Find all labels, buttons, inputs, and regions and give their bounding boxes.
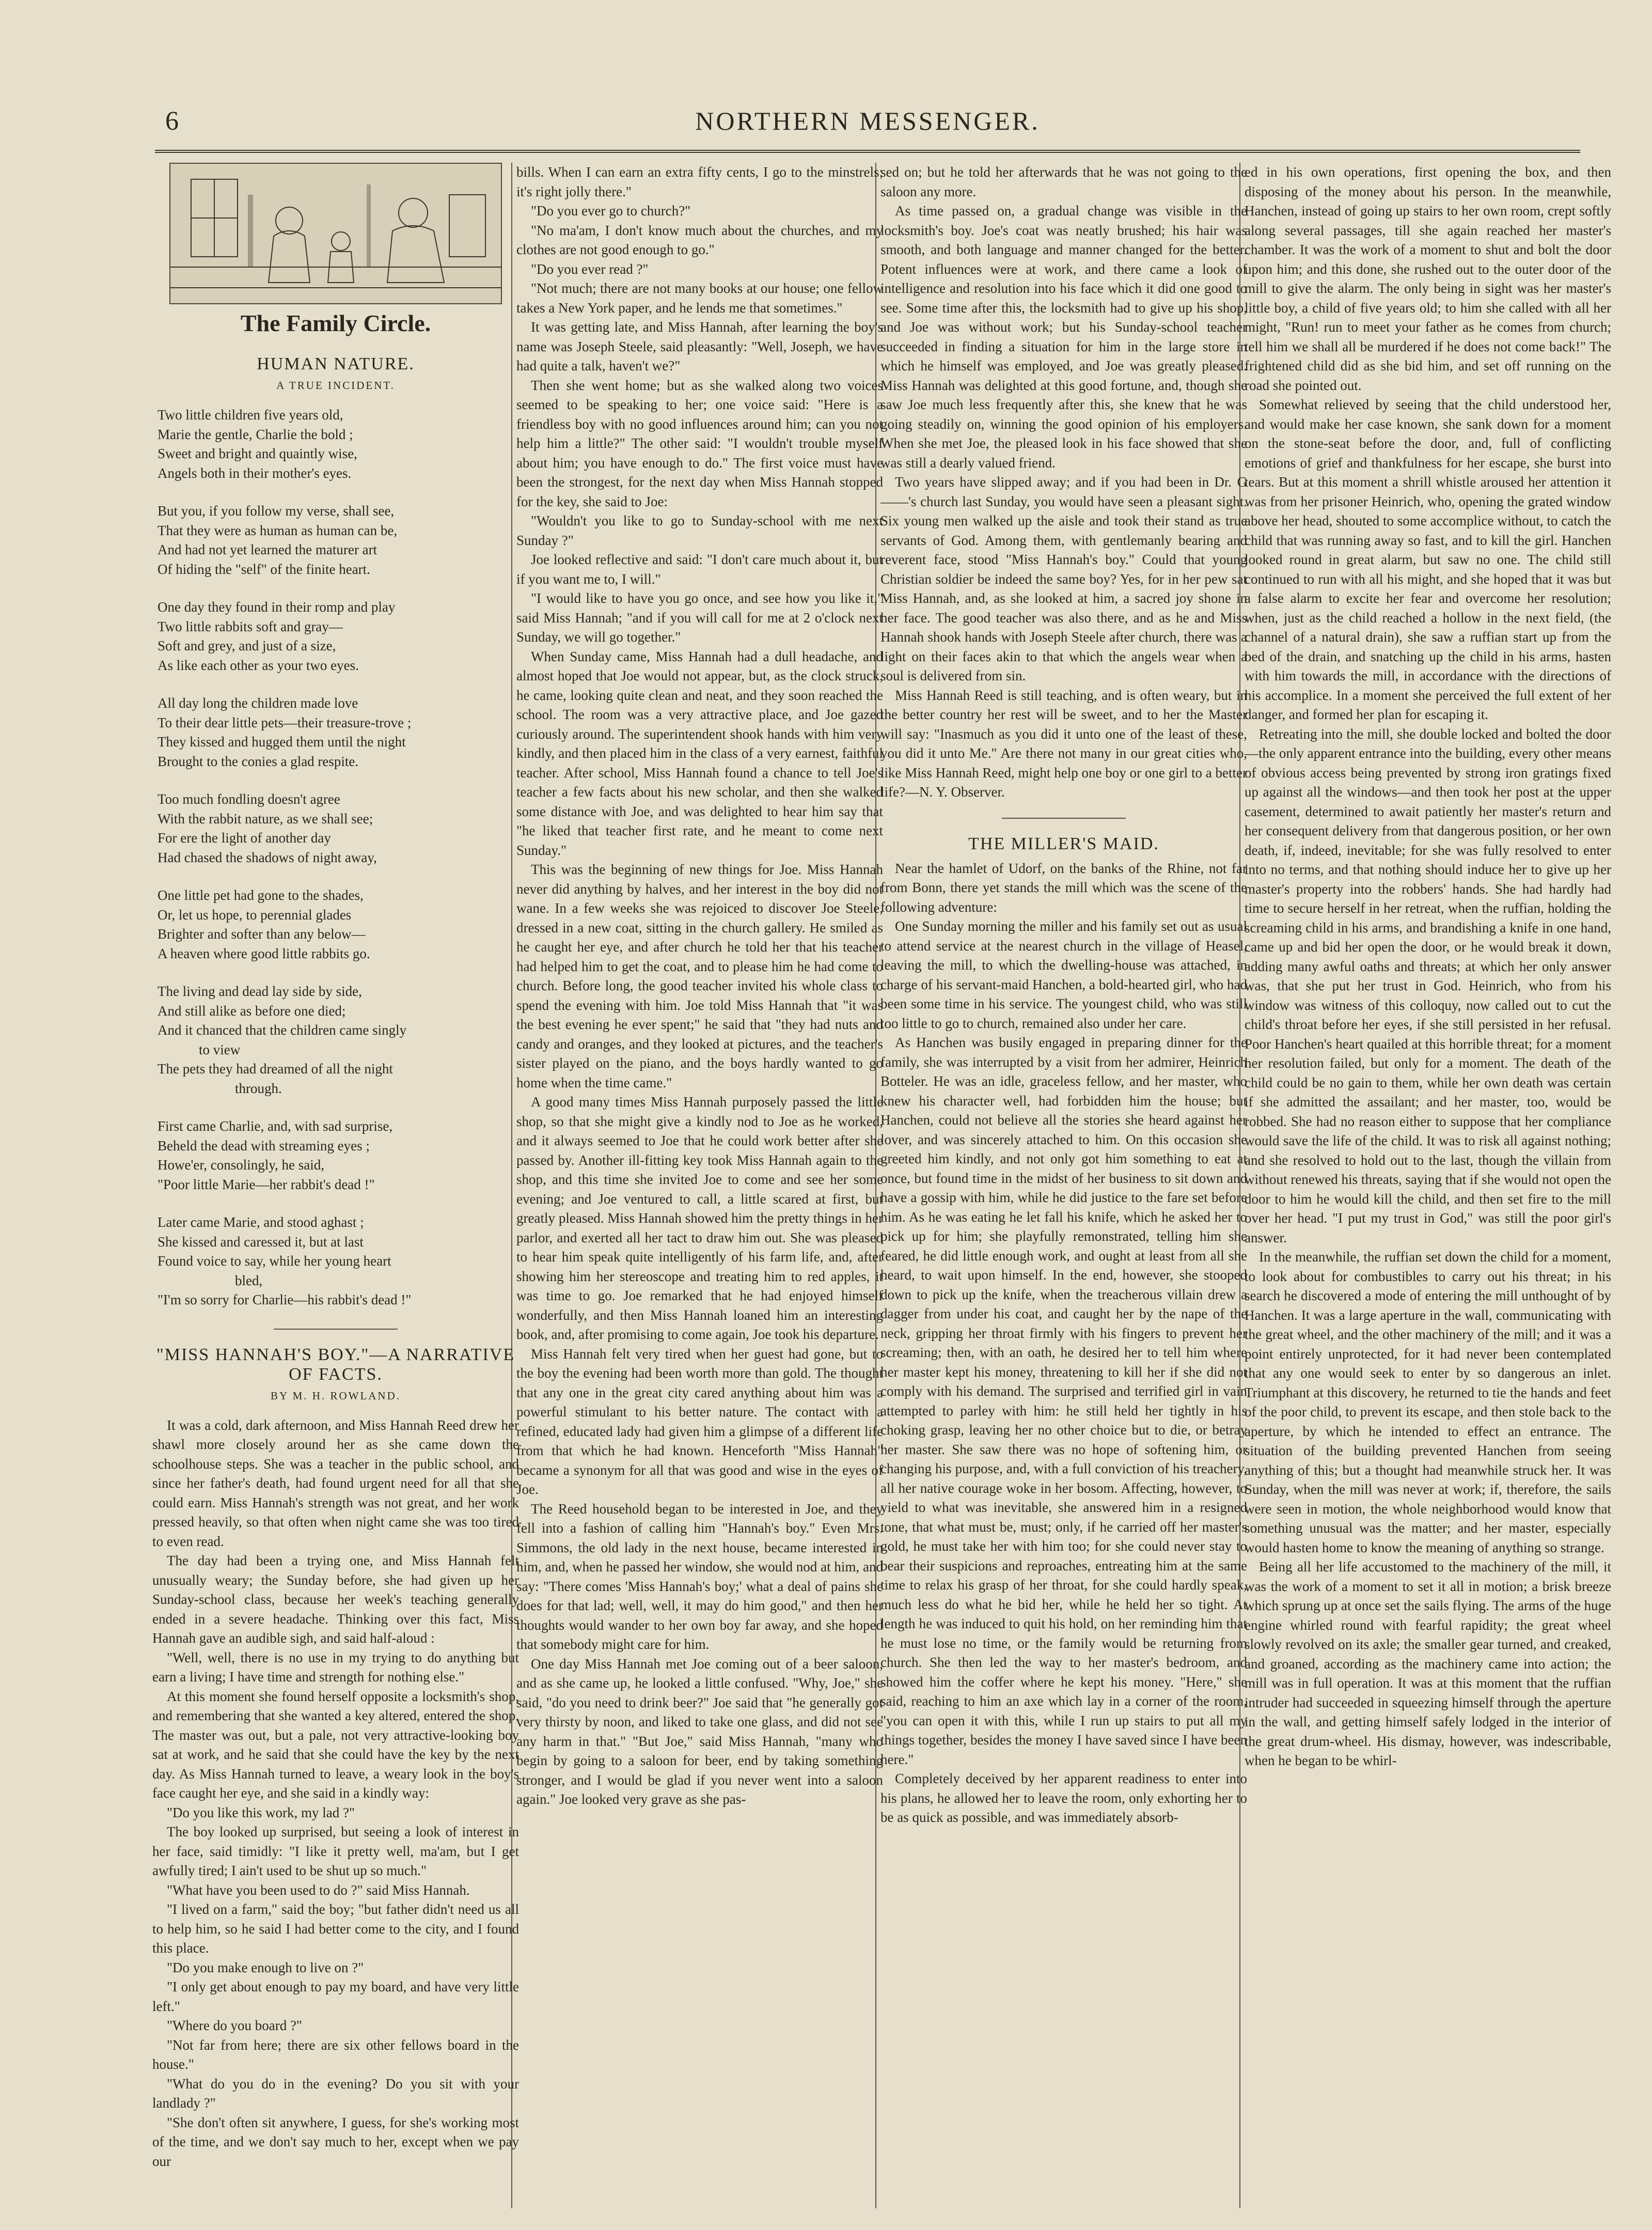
paragraph: As Hanchen was busily engaged in preparing dinner for the family, she was interrupted by a visit from her admirer, Heinrich Botteler. He was an idle, graceless fellow, and her master, who knew his character well, had forbidden him the house; but Hanchen, could not believe all the stories she heard against her lover, and was sincerely attached to him. On this occasion she greeted him kindly, and not only got him something to eat at once, but found time in the midst of her business to sit down and have a gossip with him, while he did justice to the fare set before him. As he was eating he let fall his knife, which he asked her to pick up for him; she playfully remonstrated, telling him she feared, he did little enough work, and ought at least from all she heard, to wait upon himself. In the end, however, she stooped down to pick up the knife, when the treacherous villain drew a dagger from under his coat, and caught her by the nape of the neck, gripping her throat firmly with his fingers to prevent her screaming; then, with an oath, he desired her to tell him where her master kept his money, threatening to kill her if she did not comply with his demand. The surprised and terrified girl in vain attempted to parley with him: he still held her tightly in his choking grasp, leaving her no other choice but to die, or betray her master. She saw there was no hope of softening him, or changing his purpose, and, with a full conviction of his treachery, all her native courage woke in her bosom. Affecting, however, to yield to what was inevitable, she answered him in a resigned tone, that what must be, must; only, if he carried off her master's gold, he must take her with him too; for she could never stay to bear their suspicions and reproaches, entreating him at the same time to relax his grasp of her throat, for she could hardly speak, much less do what he bid her, while he held her so tight. At length he was induced to quit his hold, on her reminding him that he must lose no time, or the family would be returning from church. She then led the way to her master's bedroom, and showed him the coffer where he kept his money. "Here," she said, reaching to him an axe which lay in a corner of the room, "you can open it with this, while I run up stairs to put all my things together, besides the money I have saved since I have been here." xyxy=(880,1035,1247,1767)
column-2 xyxy=(516,163,883,2208)
paragraph: "Not much; there are not many books at our house; one fellow takes a New York paper, and he lends me that sometimes." xyxy=(516,280,883,316)
paragraph: bills. When I can earn an extra fifty cents, I go to the minstrels; it's right jolly there." xyxy=(516,164,883,199)
poem-line: They kissed and hugged them until the night xyxy=(158,734,406,750)
page-header xyxy=(155,106,1580,142)
poem-line: That they were as human as human can be, xyxy=(158,522,398,538)
family-circle-heading: The Family Circle. xyxy=(240,310,431,336)
column-1 xyxy=(152,163,519,2208)
poem-stanza xyxy=(152,886,519,963)
poem-line: Soft and grey, and just of a size, xyxy=(158,638,336,653)
poem-line: bled, xyxy=(235,1272,263,1288)
paragraph: The day had been a trying one, and Miss Hannah felt unusually weary; the Sunday before, she had given up her Sunday-school class, because her week's teaching generally ended in a severe headache. Thinking over this fact, Miss Hannah gave an audible sigh, and said half-aloud : xyxy=(152,1553,519,1646)
poem-line: Marie the gentle, Charlie the bold ; xyxy=(158,426,353,442)
paragraph: The boy looked up surprised, but seeing a look of interest in her face, said timidly: "I like it pretty well, ma'am, but I get awfully tired; I ain't used to be shut up so much." xyxy=(152,1824,519,1878)
poem-stanza xyxy=(152,1213,519,1310)
poem-line: But you, if you follow my verse, shall see, xyxy=(158,503,395,519)
poem-line: Beheld the dead with streaming eyes ; xyxy=(158,1137,370,1153)
paragraph: When Sunday came, Miss Hannah had a dull headache, and almost hoped that Joe would not appear, but, as the clock struck, he came, looking quite clean and neat, and they soon reached the school. The room was a very attractive place, and Joe gazed curiously around. The superintendent shook hands with him very kindly, and then placed him in the class of a very earnest, faithful teacher. After school, Miss Hannah found a chance to tell Joe's teacher a few facts about his new scholar, and then she walked some distance with Joe, and was delighted to hear him say that "he liked that teacher first rate, and he meant to come next Sunday." xyxy=(516,648,883,858)
paragraph: ed in his own operations, first opening the box, and then disposing of the money about his person. In the meanwhile, Hanchen, instead of going up stairs to her own room, crept softly along several passages, till she again reached her master's chamber. It was the work of a moment to shut and bolt the door upon him; and this done, she rushed out to the outer door of the mill to give the alarm. The only being in sight was her master's little boy, a child of five years old; to him she called with all her might, "Run! run to meet your father as he comes from church; tell him we shall all be murdered if he does not come back!" The frightened child did as she bid him, and set off running on the road she pointed out. xyxy=(1245,164,1611,393)
poem-line: A heaven where good little rabbits go. xyxy=(158,945,370,961)
paragraph: The Reed household began to be interested in Joe, and they fell into a fashion of calling him "Hannah's boy." Even Mrs. Simmons, the old lady in the next house, became interested in him, and, when he passed her window, she would nod at him, and say: "There comes 'Miss Hannah's boy;' what a deal of pains she does for that lad; well, well, it may do him good," and then her thoughts would wander to her own boy far away, and she hoped that somebody might care for him. xyxy=(516,1501,883,1652)
paragraph: Near the hamlet of Udorf, on the banks of the Rhine, not far from Bonn, there yet stands the mill which was the scene of the following adventure: xyxy=(880,860,1247,915)
paragraph: As time passed on, a gradual change was visible in the locksmith's boy. Joe's coat was neatly brushed; his hair was smooth, and both language and manner changed for the better. Potent influences were at work, and there came a look of intelligence and resolution into his face which it did one good to see. Some time after this, the locksmith had to give up his shop, and Joe was without work; but his Sunday-school teacher succeeded in finding a situation for him in the large store in which he himself was employed, and Joe was greatly pleased. Miss Hannah was delighted at this good fortune, and, though she saw Joe much less frequently after this, she knew that he was going steadily on, winning the good opinion of his employers. When she met Joe, the pleased look in his face showed that she was still a dearly valued friend. xyxy=(880,203,1247,471)
paragraph: One Sunday morning the miller and his family set out as usual to attend service at the nearest church in the village of Heasel, leaving the mill, to which the dwelling-house was attached, in charge of his servant-maid Hanchen, a bold-hearted girl, who had been some time in his service. The youngest child, who was still too little to go to church, remained also under her care. xyxy=(880,918,1247,1031)
paragraph: One day Miss Hannah met Joe coming out of a beer saloon, and as she came up, he looked a little confused. "Why, Joe," she said, "do you need to drink beer?" Joe said that "he generally got very thirsty by noon, and liked to take one glass, and did not see any harm in that." "But Joe," said Miss Hannah, "many who begin by going to a saloon for beer, end by taking something stronger, and I would be glad if you never went into a saloon again." Joe looked very grave as she pas- xyxy=(516,1656,883,1807)
poem-line: Brighter and softer than any below— xyxy=(158,926,366,942)
poem-line: Later came Marie, and stood aghast ; xyxy=(158,1214,364,1230)
paragraph: "I only get about enough to pay my board, and have very little left." xyxy=(152,1979,519,2014)
poem-line: Howe'er, consolingly, he said, xyxy=(158,1157,324,1173)
poem-stanza xyxy=(152,694,519,771)
poem-stanza xyxy=(152,1117,519,1194)
paragraph: At this moment she found herself opposite a locksmith's shop, and remembering that she wanted a key altered, entered the shop. The master was out, but a pale, not very attractive-looking boy sat at work, and he said that she could have the key by the next day. As Miss Hannah turned to leave, a weary look in the boy's face caught her eye, and she said in a kindly way: xyxy=(152,1688,519,1801)
poem-line: For ere the light of another day xyxy=(158,830,331,846)
poem-stanza xyxy=(152,406,519,483)
story-byline: BY M. H. ROWLAND. xyxy=(270,1389,401,1402)
paragraph: Completely deceived by her apparent readiness to enter into his plans, he allowed her to leave the room, only exhorting her to be as quick as possible, and was immediately absorb- xyxy=(880,1771,1247,1825)
paragraph: "She don't often sit anywhere, I guess, for she's working most of the time, and we don't say much to her, except when we pay our xyxy=(152,2114,519,2169)
paragraph: "I would like to have you go once, and see how you like it," said Miss Hannah; "and if you will call for me at 2 o'clock next Sunday, we will go together." xyxy=(516,590,883,645)
poem-line: to view xyxy=(199,1041,241,1057)
paragraph: Then she went home; but as she walked along two voices seemed to be speaking to her; one voice said: "Here is a friendless boy with no good influences around him; can you not help him a little?" The other said: "I wouldn't trouble myself about him; you have enough to do." The first voice must have been the strongest, for the next day when Miss Hannah stopped for the key, she said to Joe: xyxy=(516,377,883,509)
poem-line: And had not yet learned the maturer art xyxy=(158,542,377,557)
poem-line: "Poor little Marie—her rabbit's dead !" xyxy=(158,1176,375,1192)
paragraph: It was getting late, and Miss Hannah, after learning the boy's name was Joseph Steele, said pleasantly: "Well, Joseph, we have had quite a talk, haven't we?" xyxy=(516,319,883,373)
poem-line: One day they found in their romp and play xyxy=(158,599,396,615)
poem-line: Brought to the conies a glad respite. xyxy=(158,753,359,769)
poem-stanza xyxy=(152,502,519,579)
paragraph: Miss Hannah felt very tired when her guest had gone, but to the boy the evening had been worth more than gold. The thought that any one in the great city cared anything about him was a powerful stimulant to his better nature. The contact with a refined, educated lady had given him a glimpse of a different life from that which he had known. Henceforth "Miss Hannah" became a synonym for all that was good and wise in the eyes of Joe. xyxy=(516,1346,883,1497)
poem-stanza xyxy=(152,790,519,867)
poem-line: Sweet and bright and quaintly wise, xyxy=(158,446,357,461)
poem-subtitle: A TRUE INCIDENT. xyxy=(276,379,395,392)
poem-line: She kissed and caressed it, but at last xyxy=(158,1234,364,1250)
paragraph: "I lived on a farm," said the boy; "but father didn't need us all to help him, so he said I had better come to the city, and I found this place. xyxy=(152,1901,519,1956)
poem-line: Found voice to say, while her young heart xyxy=(158,1253,391,1269)
paragraph: "Well, well, there is no use in my trying to do anything but earn a living; I have time and strength for nothing else." xyxy=(152,1649,519,1685)
paragraph: A good many times Miss Hannah purposely passed the little shop, so that she might give a kindly nod to Joe as he worked, and it always seemed to Joe that he could work better after she passed by. Another ill-fitting key took Miss Hannah again to the shop, and this time she invited Joe to come and see her some evening; and Joe ventured to call, a little scared at first, but greatly pleased. Miss Hannah showed him the pretty things in her parlor, and exerted all her tact to draw him out. She was pleased to hear him speak quite intelligently of his farm life, and, after showing him her stereoscope and treating him to red apples, it was time to go. Joe remarked that he had enjoyed himself wonderfully, and then Miss Hannah loaned him an interesting book, and, after promising to come again, Joe took his departure. xyxy=(516,1094,883,1342)
poem-line: Angels both in their mother's eyes. xyxy=(158,465,352,481)
poem-line: Of hiding the "self" of the finite heart. xyxy=(158,561,370,577)
poem-line: Two little rabbits soft and gray— xyxy=(158,618,343,634)
paragraph: Somewhat relieved by seeing that the child understood her, and would make her case known, she sank down for a moment on the stone-seat before the door, and, full of conflicting emotions of grief and thankfulness for her escape, she burst into tears. But at this moment a shrill whistle aroused her attention it was from her prisoner Heinrich, who, opening the grated window above her head, shouted to some accomplice without, to catch the child that was running away so fast, and to kill the girl. Hanchen looked round in great alarm, but saw no one. The child still continued to run with all his might, and she hoped that it was but a false alarm to excite her fear and overcome her resolution; when, just as the child reached a hollow in the next field, (the channel of a natural drain), she saw a ruffian start up from the bed of the drain, and snatching up the child in his arms, hasten with him towards the mill, in accordance with the directions of his accomplice. In a moment she perceived the full extent of her danger, and formed her plan for escaping it. xyxy=(1245,397,1611,722)
column-4 xyxy=(1245,163,1611,2208)
poem-line: One little pet had gone to the shades, xyxy=(158,887,364,903)
poem-stanza xyxy=(152,598,519,675)
section-divider xyxy=(274,1329,398,1330)
poem-title: HUMAN NATURE. xyxy=(257,354,415,373)
poem-line: The pets they had dreamed of all the night xyxy=(158,1061,393,1077)
paragraph: "Do you ever go to church?" xyxy=(531,203,691,219)
paragraph: "What have you been used to do ?" said Miss Hannah. xyxy=(167,1882,470,1898)
paragraph: Being all her life accustomed to the machinery of the mill, it was the work of a moment to set it all in motion; a brisk breeze which sprung up at once set the sails flying. The arms of the huge engine whirled round with fearful rapidity; the great wheel slowly revolved on its axle; the smaller gear turned, and creaked, and groaned, according as the machinery came into action; the mill was in full operation. It was at this moment that the ruffian intruder had succeeded in squeezing himself through the aperture in the wall, and getting himself safely lodged in the interior of the great drum-wheel. His dismay, however, was indescribable, when he began to be whirl- xyxy=(1245,1559,1611,1768)
paragraph: "No ma'am, I don't know much about the churches, and my clothes are not good enough to go." xyxy=(516,222,883,257)
poem-stanza xyxy=(152,982,519,1098)
paragraph: "Do you make enough to live on ?" xyxy=(167,1959,364,1975)
paragraph: Two years have slipped away; and if you had been in Dr. G——'s church last Sunday, you would have seen a pleasant sight. Six young men walked up the aisle and took their stand as true servants of God. Among them, with gentlemanly bearing and reverent face, stood "Miss Hannah's boy." Could that young Christian soldier be indeed the same boy? Yes, for in her pew sat Miss Hannah, and, as she looked at him, a sacred joy shone in her face. The good teacher was also there, and as he and Miss Hannah shook hands with Joseph Steele after church, there was a light on their faces akin to that which the angels wear when a soul is delivered from sin. xyxy=(880,474,1247,683)
poem-line: As like each other as your two eyes. xyxy=(158,657,359,673)
paragraph: "Wouldn't you like to go to Sunday-school with me next Sunday ?" xyxy=(516,513,883,548)
story-title: THE MILLER'S MAID. xyxy=(968,834,1159,853)
poem-line: "I'm so sorry for Charlie—his rabbit's dead !" xyxy=(158,1292,412,1307)
paragraph: "What do you do in the evening? Do you sit with your landlady ?" xyxy=(152,2076,519,2111)
poem-line: With the rabbit nature, as we shall see; xyxy=(158,810,373,826)
paragraph: In the meanwhile, the ruffian set down the child for a moment, to look about for combustibles to carry out his threat; in his search he discovered a mode of entering the mill unthought of by Hanchen. It was a large aperture in the wall, communicating with the great wheel, and the other machinery of the mill; and it was a point entirely unprotected, for it had never been contemplated that any one would seek to enter by so dangerous an inlet. Triumphant at this discovery, he returned to tie the hands and feet of the poor child, to prevent its escape, and then stole back to the aperture, by which he intended to effect an entrance. The situation of the building prevented Hanchen from seeing anything of this; but a thought had meanwhile struck her. It was Sunday, when the mill was never at work; if, therefore, the sails were seen in motion, the whole neighborhood would know that something unusual was the matter; and her master, especially would hasten home to know the meaning of anything so strange. xyxy=(1245,1249,1611,1555)
poem-line: To their dear little pets—their treasure-trove ; xyxy=(158,714,412,730)
paragraph: Retreating into the mill, she double locked and bolted the door—the only apparent entrance into the building, every other means of obvious access being prevented by strong iron gratings fixed up against all the windows—and then took her post at the upper casement, determined to await patiently her master's return and her consequent delivery from that dangerous position, or her own death, if, indeed, inevitable; for she was fully resolved to enter into no terms, and that nothing should induce her to give up her master's property into the robbers' hands. She had hardly had time to secure herself in her retreat, when the ruffian, holding the screaming child in his arms, and brandishing a knife in one hand, came up and bid her open the door, or he would break it down, adding many awful oaths and threats; at which her only answer was, that she put her trust in God. Heinrich, who from his window was witness of this colloquy, now called out to cut the child's throat before her eyes, if she still persisted in her refusal. Poor Hanchen's heart quailed at this horrible threat; for a moment her resolution failed, but only for a moment. The death of the child could be no gain to them, while her own death was certain if she admitted the assailant; and her master, too, would be robbed. She had no reason either to suppose that her compliance would save the life of the child. It was to risk all against nothing; and she resolved to hold out to the last, though the villain from without renewed his threats, saying that if she would not open the door to him he would kill the child, and then set fire to the mill over her head. "I put my trust in God," was still the poor girl's answer. xyxy=(1245,726,1611,1245)
paragraph: "Do you ever read ?" xyxy=(531,261,649,277)
column-3 xyxy=(880,163,1247,2208)
paragraph: "Not far from here; there are six other fellows board in the house." xyxy=(152,2037,519,2072)
poem-line: Had chased the shadows of night away, xyxy=(158,849,377,865)
paragraph: This was the beginning of new things for Joe. Miss Hannah never did anything by halves, and her interest in the boy did not wane. In a few weeks she was rejoiced to discover Joe Steele, dressed in a new coat, sitting in the church gallery. He smiled as he caught her eye, and after church he told her that his teacher had helped him to get the coat, and to please him he had come to church. Before long, the good teacher invited his whole class to spend the evening with him. Joe told Miss Hannah that "it was the best evening he ever spent;" he said that "they had nuts and candy and oranges, and they looked at pictures, and the teacher's sister played on the piano, and the boys hardly wanted to go home when the time came." xyxy=(516,862,883,1090)
paragraph: "Do you like this work, my lad ?" xyxy=(167,1804,355,1820)
masthead: NORTHERN MESSENGER. xyxy=(695,106,1040,135)
paragraph: "Where do you board ?" xyxy=(167,2018,302,2033)
poem-line: through. xyxy=(235,1080,282,1096)
page-number: 6 xyxy=(165,106,179,136)
story-title: "MISS HANNAH'S BOY."—A NARRATIVE OF FACTS. xyxy=(156,1345,515,1384)
poem-line: And it chanced that the children came singly xyxy=(158,1022,407,1038)
poem-line: The living and dead lay side by side, xyxy=(158,984,362,999)
poem-line: All day long the children made love xyxy=(158,695,358,711)
poem-line: Too much fondling doesn't agree xyxy=(158,791,340,807)
poem-line: Two little children five years old, xyxy=(158,407,343,423)
paragraph: Joe looked reflective and said: "I don't care much about it, but if you want me to, I will." xyxy=(516,552,883,587)
paragraph: Miss Hannah Reed is still teaching, and is often weary, but in the better country her rest will be sweet, and to her the Master will say: "Inasmuch as you did it unto one of the least of these, you did it unto Me." Are there not many in our great cities who, like Miss Hannah Reed, might help one boy or one girl to a better life?—N. Y. Observer. xyxy=(880,687,1247,800)
paragraph: It was a cold, dark afternoon, and Miss Hannah Reed drew her shawl more closely around her as she came down the schoolhouse steps. She was a teacher in the public school, and since her father's death, had found urgent need for all that she could earn. Miss Hannah's strength was not great, and her work pressed heavily, so that often when night came she was too tired to even read. xyxy=(152,1417,519,1549)
poem-line: Or, let us hope, to perennial glades xyxy=(158,907,352,923)
header-rule xyxy=(155,150,1580,153)
poem-line: First came Charlie, and, with sad surprise, xyxy=(158,1118,393,1134)
poem-line: And still alike as before one died; xyxy=(158,1003,346,1019)
paragraph: sed on; but he told her afterwards that he was not going to the saloon any more. xyxy=(880,164,1247,199)
section-divider xyxy=(1002,818,1126,819)
family-circle-engraving xyxy=(169,163,502,304)
